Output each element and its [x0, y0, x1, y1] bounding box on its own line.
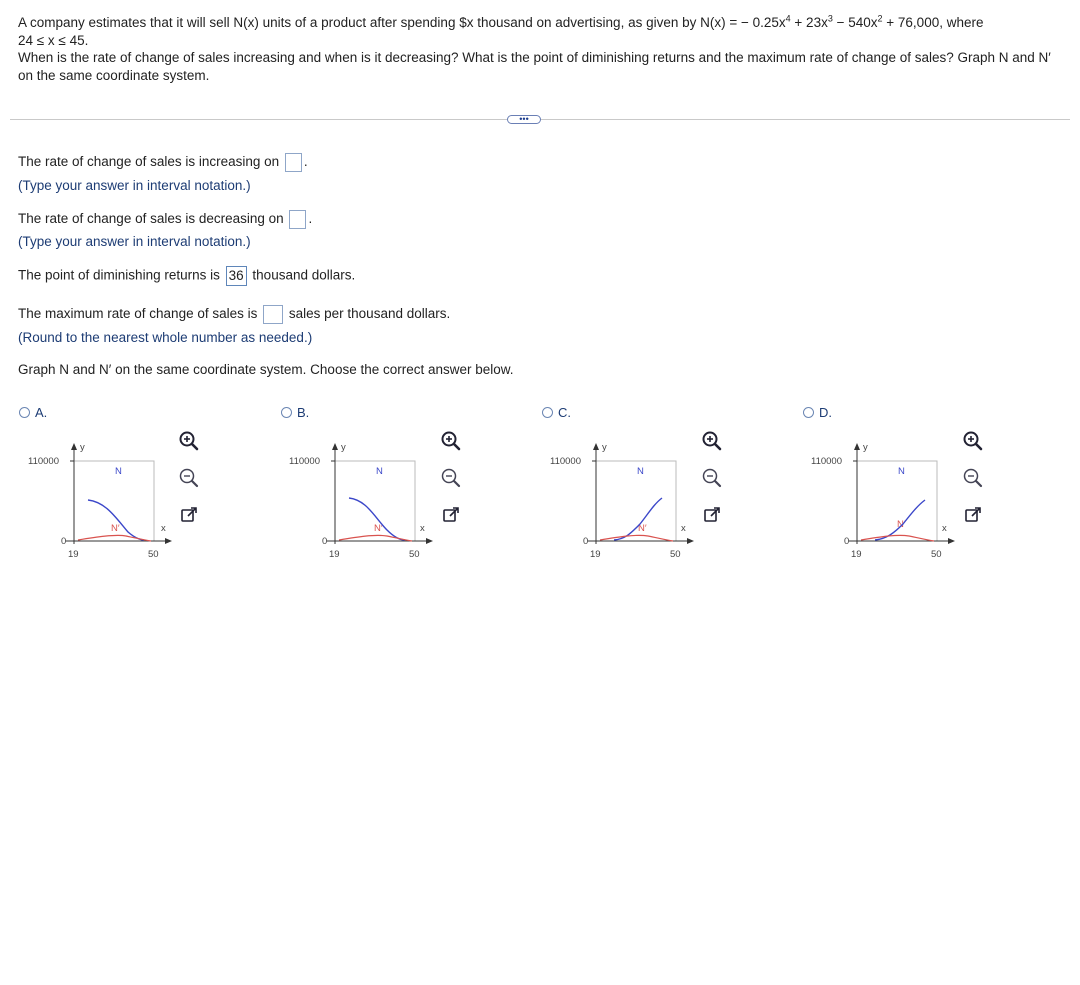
zoom-in-icon[interactable] — [701, 430, 723, 452]
decreasing-interval-input[interactable] — [289, 210, 306, 229]
y-min-label: 0 — [61, 536, 67, 547]
q4-line: The maximum rate of change of sales is sales per thousand dollars. — [18, 305, 450, 324]
x-min-label: 19 — [68, 549, 79, 560]
graph-a-tools — [178, 430, 202, 541]
choice-d[interactable]: D. — [803, 405, 832, 420]
problem-statement — [18, 14, 1063, 84]
graph-c-tools — [701, 430, 725, 541]
graph-d-tools — [962, 430, 986, 541]
n-label: N — [376, 466, 383, 477]
zoom-out-icon[interactable] — [962, 467, 984, 489]
n-curve — [88, 500, 144, 540]
x-axis-label: x — [161, 523, 166, 534]
graph-b-tools — [440, 430, 464, 541]
q1-line: The rate of change of sales is increasing on . — [18, 153, 308, 172]
nprime-curve — [78, 535, 151, 541]
radio-a[interactable] — [19, 407, 30, 418]
radio-d[interactable] — [803, 407, 814, 418]
q4-hint: (Round to the nearest whole number as needed.) — [18, 330, 313, 345]
x-min-label: 19 — [590, 549, 601, 560]
y-axis-label: y — [602, 442, 607, 453]
y-axis-label: y — [80, 442, 85, 453]
nprime-label: N′ — [638, 523, 647, 534]
problem-domain: 24 ≤ x ≤ 45. — [18, 32, 89, 48]
q2-line: The rate of change of sales is decreasing on . — [18, 210, 312, 229]
y-max-label: 110000 — [550, 456, 581, 467]
q5-prompt: Graph N and N′ on the same coordinate system. Choose the correct answer below. — [18, 362, 514, 377]
graph-b — [287, 440, 427, 565]
zoom-in-icon[interactable] — [178, 430, 200, 452]
n-label: N — [637, 466, 644, 477]
x-min-label: 19 — [851, 549, 862, 560]
x-max-label: 50 — [148, 549, 159, 560]
choice-b[interactable]: B. — [281, 405, 309, 420]
graph-d — [809, 440, 949, 565]
nprime-curve — [339, 535, 412, 541]
q2-hint: (Type your answer in interval notation.) — [18, 234, 251, 249]
x-axis-label: x — [942, 523, 947, 534]
x-max-label: 50 — [931, 549, 942, 560]
graph-a — [26, 440, 166, 565]
popout-icon[interactable] — [701, 504, 723, 526]
q1-hint: (Type your answer in interval notation.) — [18, 178, 251, 193]
zoom-out-icon[interactable] — [178, 467, 200, 489]
max-rate-input[interactable] — [263, 305, 283, 324]
q3-line: The point of diminishing returns is 36 thousand dollars. — [18, 266, 355, 286]
problem-line-1: A company estimates that it will sell N(x) units of a product after spending $x thousand on advertising, as given by N(x) = − $0.25x^4 + 23x^3 - 540x^2 + 76,000$, where — [18, 13, 984, 30]
x-axis-label: x — [420, 523, 425, 534]
n-label: N — [898, 466, 905, 477]
x-max-label: 50 — [670, 549, 681, 560]
x-min-label: 19 — [329, 549, 340, 560]
graph-c — [548, 440, 688, 565]
choice-a[interactable]: A. — [19, 405, 47, 420]
choice-c[interactable]: C. — [542, 405, 571, 420]
zoom-in-icon[interactable] — [962, 430, 984, 452]
y-min-label: 0 — [322, 536, 328, 547]
nprime-curve — [600, 535, 673, 541]
y-max-label: 110000 — [811, 456, 842, 467]
y-min-label: 0 — [583, 536, 589, 547]
radio-b[interactable] — [281, 407, 292, 418]
x-max-label: 50 — [409, 549, 420, 560]
zoom-out-icon[interactable] — [701, 467, 723, 489]
y-min-label: 0 — [844, 536, 850, 547]
nprime-label: N′ — [897, 519, 906, 530]
nprime-label: N′ — [374, 523, 383, 534]
nprime-label: N′ — [111, 523, 120, 534]
nprime-curve — [861, 535, 934, 541]
y-max-label: 110000 — [289, 456, 320, 467]
popout-icon[interactable] — [178, 504, 200, 526]
y-axis-label: y — [341, 442, 346, 453]
y-max-label: 110000 — [28, 456, 59, 467]
popout-icon[interactable] — [440, 504, 462, 526]
increasing-interval-input[interactable] — [285, 153, 302, 172]
diminishing-returns-input[interactable]: 36 — [226, 266, 247, 286]
zoom-in-icon[interactable] — [440, 430, 462, 452]
y-axis-label: y — [863, 442, 868, 453]
radio-c[interactable] — [542, 407, 553, 418]
problem-line-2: When is the rate of change of sales increasing and when is it decreasing? What is the point of diminishing returns and the maximum rate of change of sales? Graph N and N′ on the same coordinate system. — [18, 50, 1051, 83]
zoom-out-icon[interactable] — [440, 467, 462, 489]
expand-ellipsis-button[interactable]: ••• — [507, 115, 541, 124]
popout-icon[interactable] — [962, 504, 984, 526]
n-label: N — [115, 466, 122, 477]
x-axis-label: x — [681, 523, 686, 534]
